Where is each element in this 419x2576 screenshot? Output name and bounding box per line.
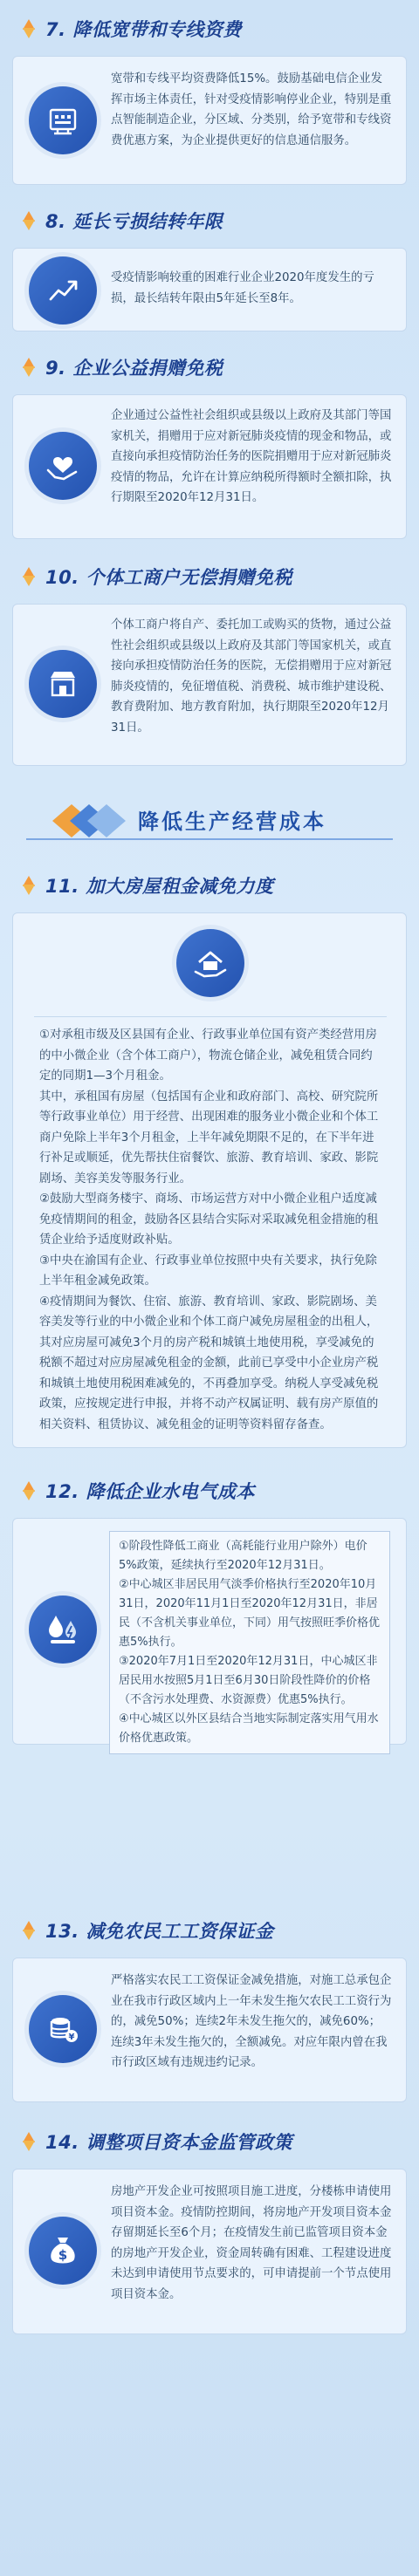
section-11-para: 其中，承租国有房屋（包括国有企业和政府部门、高校、研究院所等行政事业单位）用于经营、出现困难的服务业小微企业和个体工商户免除上半年3个月租金，上半年减免期限不足的，在下半年进行补足或顺延，优先帮扶住宿餐饮、旅游、教育培训、家政、影院剧场、美容美发等服务行业。	[39, 1090, 379, 1186]
banner	[26, 801, 393, 841]
arrow-icon	[19, 209, 38, 232]
section-10-title: 10. 个体工商户无偿捐赠免税	[45, 567, 293, 588]
section-11-para: ③中央在渝国有企业、行政事业单位按照中央有关要求，执行免除上半年租金减免政策。	[39, 1254, 377, 1288]
section-13-title: 13. 减免农民工工资保证金	[45, 1921, 274, 1942]
water-power-icon	[29, 1595, 97, 1664]
section-9-heading	[19, 354, 223, 380]
section-11-body	[39, 1025, 383, 1435]
section-10-card	[12, 604, 407, 766]
section-12-card	[12, 1518, 407, 1745]
section-11-para: ①对承租市级及区县国有企业、行政事业单位国有资产类经营用房的中小微企业（含个体工商户），物流仓储企业，减免租赁合同约定的同期1—3个月租金。	[39, 1028, 377, 1083]
house-hand-icon	[176, 929, 244, 997]
section-8-title: 8. 延长亏损结转年限	[45, 211, 223, 232]
section-8-body: 受疫情影响较重的困难行业企业2020年度发生的亏损，最长结转年限由5年延长至8年。	[111, 271, 374, 305]
arrow-icon	[19, 874, 38, 897]
hand-heart-icon	[29, 432, 97, 500]
svg-text:¥: ¥	[68, 2033, 75, 2042]
section-8-heading	[19, 208, 223, 234]
section-12-heading	[19, 1478, 255, 1504]
section-12-notes	[109, 1531, 390, 1754]
arrow-icon	[19, 1479, 38, 1502]
coins-icon	[29, 1995, 97, 2063]
section-7-title: 7. 降低宽带和专线资费	[45, 19, 242, 40]
section-13-heading	[19, 1917, 274, 1944]
section-14-heading	[19, 2128, 292, 2155]
banner-title: 降低生产经营成本	[138, 810, 326, 834]
arrow-icon	[19, 17, 38, 40]
section-14-body: 房地产开发企业可按照项目施工进度，分楼栋申请使用项目资本金。疫情防控期间，将房地产开发项目资本金存留期延长至6个月；在疫情发生前已监管项目资本金的房地产开发企业，资金周转确有困难、工程建设进度未达到申请使用节点要求的，可申请提前一个节点使用项目资本金。	[111, 2185, 392, 2301]
arrow-icon	[19, 356, 38, 379]
shop-icon	[29, 650, 97, 718]
section-12-para: ④中心城区以外区县结合当地实际制定落实用气用水价格优惠政策。	[119, 1712, 379, 1745]
section-8-card	[12, 248, 407, 331]
section-11-title: 11. 加大房屋租金减免力度	[45, 876, 274, 897]
section-12-para: ②中心城区非居民用气淡季价格执行至2020年10月31日，2020年11月1日至2020年12月31日，非居民（不含机关事业单位，下同）用气按照旺季价格优惠5%执行。	[119, 1578, 381, 1649]
section-13-body: 严格落实农民工工资保证金减免措施，对施工总承包企业在我市行政区域内上一年未发生拖欠农民工工资行为的，减免50%；连续2年未发生拖欠的，减免60%；连续3年未发生拖欠的，全额减免。对应年限内曾在我市行政区域有违规违约记录。	[111, 1974, 392, 2069]
section-12-para: ③2020年7月1日至2020年12月31日，中心城区非居民用水按照5月1日至6月30日阶段性降价的价格（不含污水处理费、水资源费）优惠5%执行。	[119, 1655, 378, 1706]
section-11-card	[12, 912, 407, 1448]
arrow-icon	[19, 2130, 38, 2153]
section-14-title: 14. 调整项目资本金监管政策	[45, 2132, 293, 2153]
trend-up-icon	[29, 256, 97, 325]
section-7-body: 宽带和专线平均资费降低15%。鼓励基础电信企业发挥市场主体责任，针对受疫情影响停业企业，特别是重点智能制造企业，分区域、分类别，给予宽带和专线资费优惠方案，为企业提供更好的信息通信服务。	[111, 72, 392, 147]
section-13-card	[12, 1958, 407, 2102]
section-12-title: 12. 降低企业水电气成本	[45, 1481, 256, 1502]
section-14-card	[12, 2169, 407, 2334]
section-9-card	[12, 394, 407, 539]
money-bag-icon	[29, 2217, 97, 2285]
section-10-body: 个体工商户将自产、委托加工或购买的货物，通过公益性社会组织或县级以上政府及其部门等国家机关，或直接向承担疫情防治任务的医院，无偿捐赠用于应对新冠肺炎疫情的，免征增值税、消费税、城市维护建设税、教育费附加、地方教育附加，执行期限至2020年12月31日。	[111, 618, 392, 735]
section-9-title: 9. 企业公益捐赠免税	[45, 358, 223, 379]
svg-text:$: $	[58, 2247, 68, 2263]
network-box-icon	[29, 86, 97, 154]
arrow-icon	[19, 1919, 38, 1942]
section-9-body: 企业通过公益性社会组织或县级以上政府及其部门等国家机关，捐赠用于应对新冠肺炎疫情的现金和物品，或直接向承担疫情防治任务的医院捐赠用于应对新冠肺炎疫情的物品，允许在计算应纳税所得额时全额扣除，执行期限至2020年12月31日。	[111, 409, 392, 504]
section-11-para: ④疫情期间为餐饮、住宿、旅游、教育培训、家政、影院剧场、美容美发等行业的中小微企业和个体工商户减免房屋租金的出租人，其对应房屋可减免3个月的房产税和城镇土地使用税，享受减免的税额不超过对应房屋减免租金的金额，此前已享受中小企业房产税和城镇土地使用税困难减免的，不再叠加享受。纳税人享受减免税政策，应按规定进行申报，并将不动产权属证明、载有房产原值的相关资料、租赁协议、减免租金的证明等资料留存备查。	[39, 1295, 379, 1431]
section-11-heading	[19, 872, 274, 899]
section-7-card	[12, 56, 407, 185]
section-12-para: ①阶段性降低工商业（高耗能行业用户除外）电价5%政策，延续执行至2020年12月31日。	[119, 1540, 367, 1572]
arrow-icon	[19, 565, 38, 588]
section-11-para: ②鼓励大型商务楼宇、商场、市场运营方对中小微企业租户适度减免疫情期间的租金，鼓励各区县结合实际对采取减免租金措施的租赁企业给予适度财政补贴。	[39, 1192, 379, 1247]
section-10-heading	[19, 564, 292, 590]
divider	[34, 1016, 387, 1017]
section-7-heading	[19, 16, 242, 42]
